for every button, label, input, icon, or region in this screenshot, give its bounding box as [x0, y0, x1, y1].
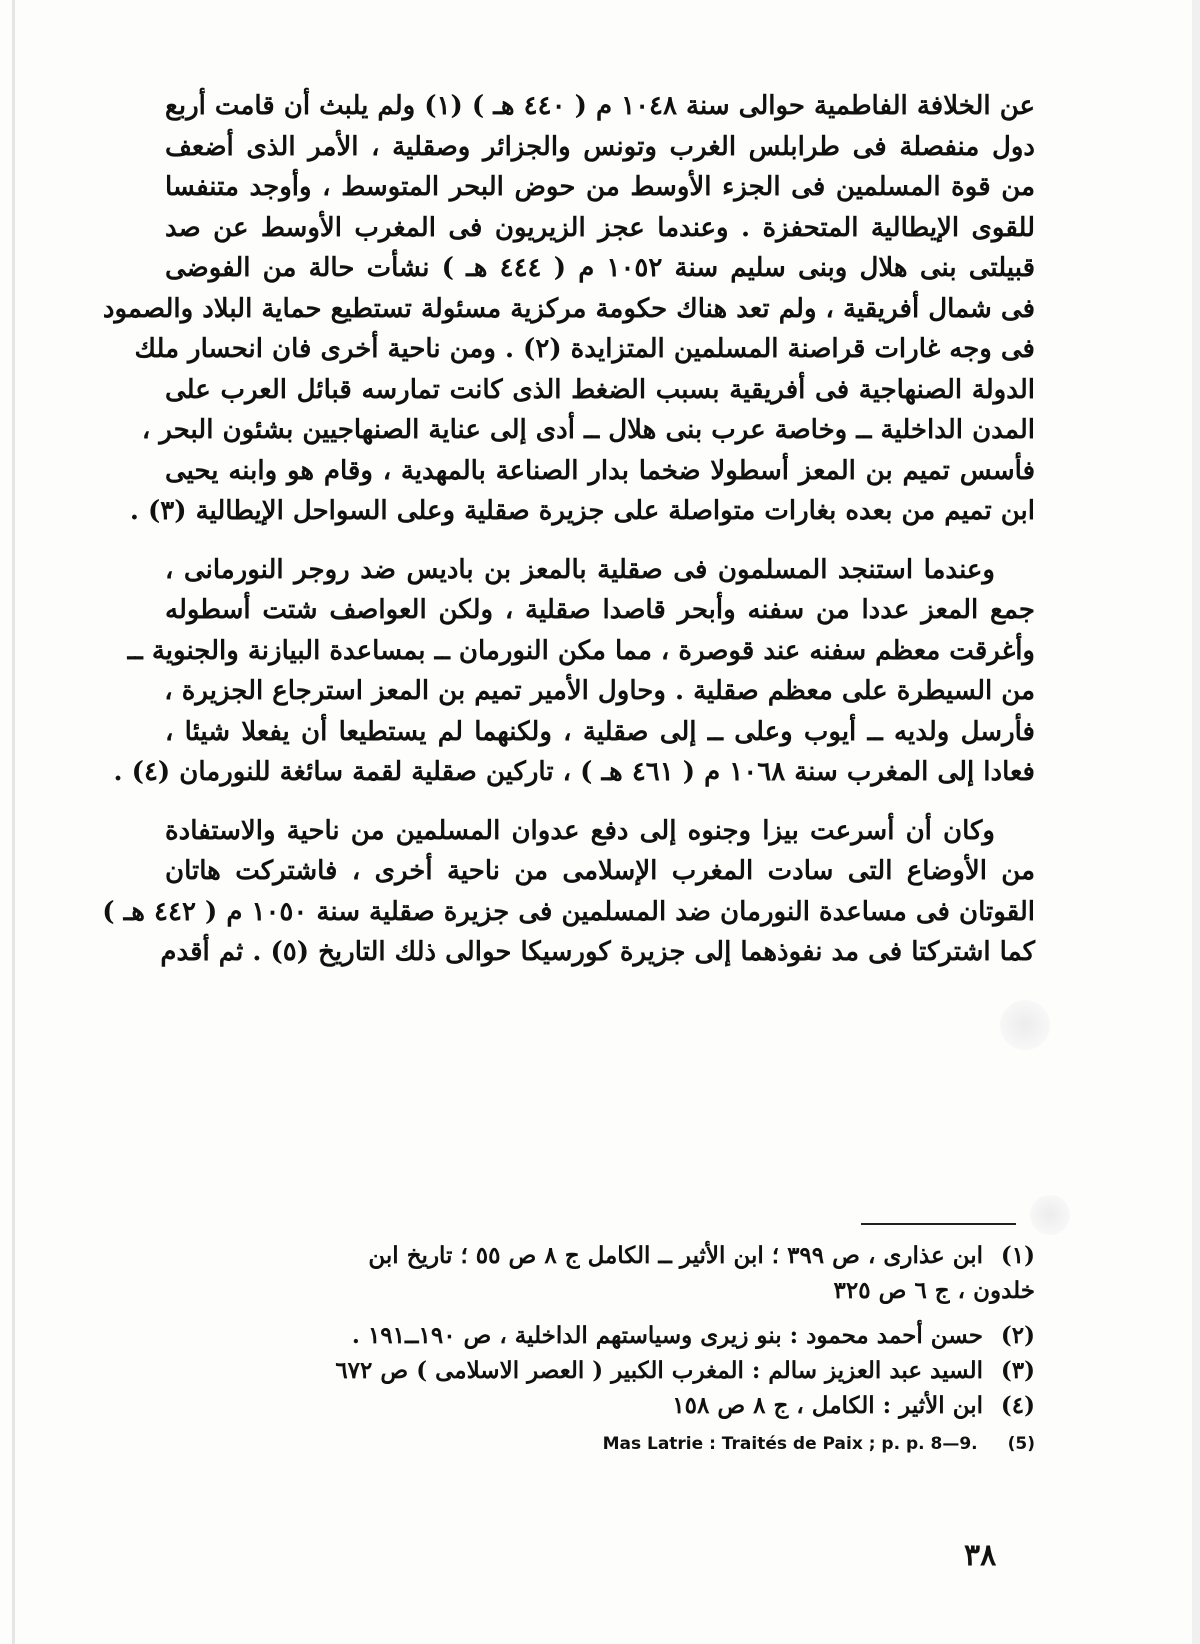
body-text	[102, 86, 1036, 973]
paragraph-1	[102, 86, 1036, 532]
footnotes	[165, 1238, 1035, 1462]
text-line: للقوى الإيطالية المتحفزة . وعندما عجز الزيريون فى المغرب الأوسط عن صد	[165, 212, 1035, 243]
text-line: القوتان فى مساعدة النورمان ضد المسلمين فى جزيرة صقلية سنة ١٠٥٠ م ( ٤٤٢ هـ )	[102, 896, 1035, 927]
text-line: كما اشتركتا فى مد نفوذهما إلى جزيرة كورسيكا حوالى ذلك التاريخ (٥) . ثم أقدم	[160, 937, 1035, 967]
text-line: فأسس تميم بن المعز أسطولا ضخما بدار الصناعة بالمهدية ، وقام هو وابنه يحيى	[165, 455, 1035, 486]
text-line: وأغرقت معظم سفنه عند قوصرة ، مما مكن النورمان ــ بمساعدة البيازنة والجنوية ــ	[127, 635, 1035, 666]
text-line: فى وجه غارات قراصنة المسلمين المتزايدة (٢) . ومن ناحية أخرى فان انحسار ملك	[134, 334, 1035, 364]
scan-smudge	[1030, 1195, 1070, 1235]
text-line: دول منفصلة فى طرابلس الغرب وتونس والجزائر وصقلية ، الأمر الذى أضعف	[165, 131, 1035, 162]
text-line: وعندما استنجد المسلمون فى صقلية بالمعز بن باديس ضد روجر النورمانى ،	[165, 554, 995, 585]
footnote-text: ابن الأثير : الكامل ، ج ٨ ص ١٥٨	[672, 1392, 983, 1419]
footnote-number: (5)	[1007, 1434, 1035, 1454]
footnote-5	[165, 1427, 1035, 1462]
scan-smudge	[1000, 1000, 1050, 1050]
footnote-text: السيد عبد العزيز سالم : المغرب الكبير ( العصر الاسلامى ) ص ٦٧٢	[335, 1357, 983, 1384]
text-line: جمع المعز عددا من سفنه وأبحر قاصدا صقلية ، ولكن العواصف شتت أسطوله	[165, 595, 1035, 625]
footnote-number: (١)	[1000, 1242, 1035, 1269]
footnote-text: Mas Latrie : Traités de Paix ; p. p. 8—9.	[602, 1434, 978, 1454]
footnote-number: (٣)	[1000, 1357, 1035, 1384]
text-line: فعادا إلى المغرب سنة ١٠٦٨ م ( ٤٦١ هـ ) ، تاركين صقلية لقمة سائغة للنورمان (٤) .	[113, 757, 1035, 787]
footnote-3	[165, 1353, 1035, 1388]
text-line: وكان أن أسرعت بيزا وجنوه إلى دفع عدوان المسلمين من ناحية والاستفادة	[165, 815, 995, 846]
text-line: ابن تميم من بعده بغارات متواصلة على جزيرة صقلية وعلى السواحل الإيطالية (٣) .	[129, 496, 1035, 526]
text-line: عن الخلافة الفاطمية حوالى سنة ١٠٤٨ م ( ٤٤٠ هـ ) (١) ولم يلبث أن قامت أربع	[165, 91, 1035, 121]
footnote-1	[165, 1238, 1035, 1273]
text-line: فأرسل ولديه ــ أيوب وعلى ــ إلى صقلية ، ولكنهما لم يستطيعا أن يفعلا شيئا ،	[165, 716, 1035, 747]
footnote-number: (٤)	[1000, 1392, 1035, 1419]
footnote-separator	[861, 1223, 1016, 1225]
text-line: فى شمال أفريقية ، ولم تعد هناك حكومة مركزية مسئولة تستطيع حماية البلاد والصمود	[102, 293, 1035, 324]
paragraph-3	[102, 811, 1035, 973]
footnote-text: ابن عذارى ، ص ٣٩٩ ؛ ابن الأثير ــ الكامل ج ٨ ص ٥٥ ؛ تاريخ ابن	[368, 1242, 983, 1269]
footnote-2	[165, 1318, 1035, 1353]
footnote-number: (٢)	[1000, 1322, 1035, 1349]
text-line: قبيلتى بنى هلال وبنى سليم سنة ١٠٥٢ م ( ٤٤٤ هـ ) نشأت حالة من الفوضى	[165, 253, 1036, 283]
footnote-text: حسن أحمد محمود : بنو زيرى وسياستهم الداخلية ، ص ١٩٠ــ١٩١ .	[351, 1322, 983, 1349]
text-line: من قوة المسلمين فى الجزء الأوسط من حوض البحر المتوسط ، وأوجد متنفسا	[165, 172, 1035, 202]
footnote-1-continuation: خلدون ، ج ٦ ص ٣٢٥	[833, 1277, 1035, 1304]
page-number: ٣٨	[964, 1538, 997, 1573]
paragraph-2	[113, 550, 1035, 793]
footnote-4	[165, 1388, 1035, 1423]
text-line: الدولة الصنهاجية فى أفريقية بسبب الضغط الذى كانت تمارسه قبائل العرب على	[165, 374, 1035, 405]
text-line: من السيطرة على معظم صقلية . وحاول الأمير تميم بن المعز استرجاع الجزيرة ،	[164, 676, 1035, 706]
text-line: من الأوضاع التى سادت المغرب الإسلامى من ناحية أخرى ، فاشتركت هاتان	[165, 856, 1035, 886]
text-line: المدن الداخلية ــ وخاصة عرب بنى هلال ــ أدى إلى عناية الصنهاجيين بشئون البحر ،	[141, 415, 1035, 445]
